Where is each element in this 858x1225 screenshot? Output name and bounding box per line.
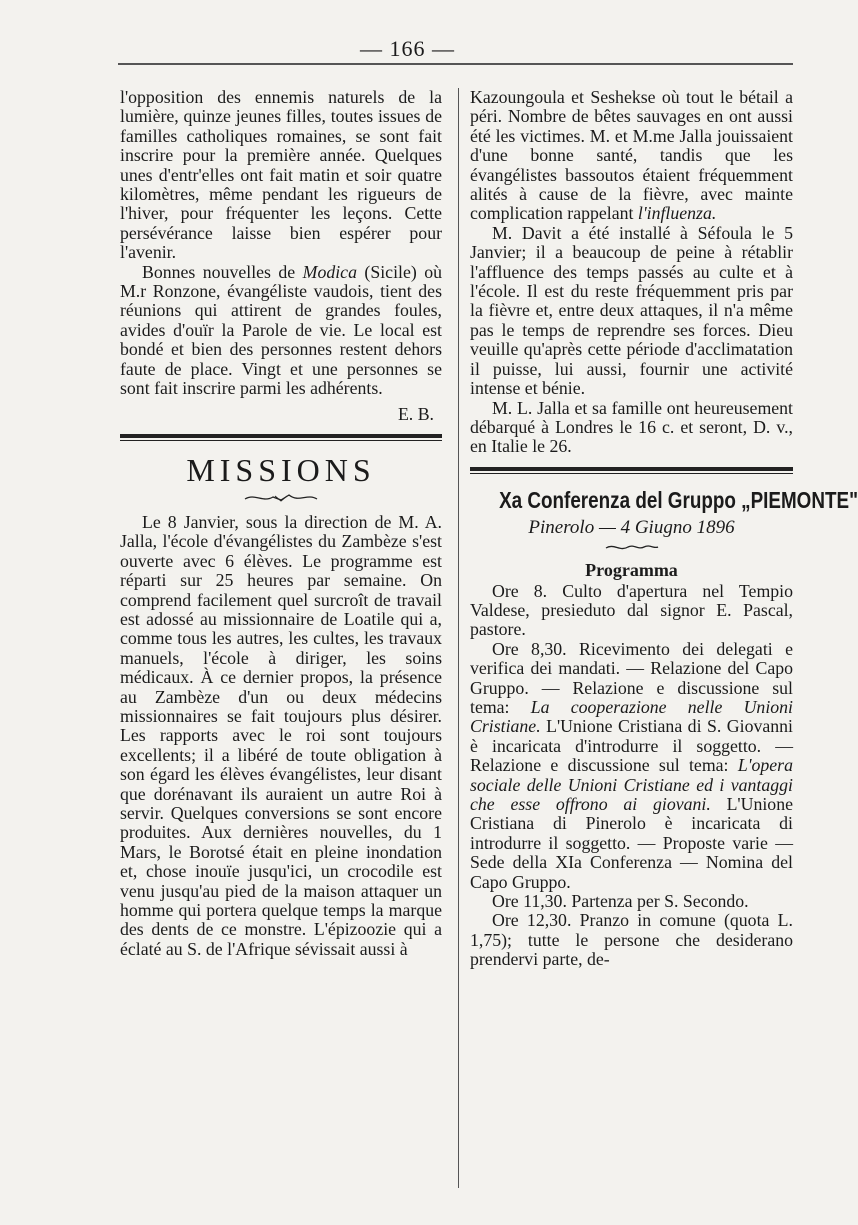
paragraph-modica — [120, 263, 442, 399]
signature: E. B. — [397, 403, 434, 424]
programma-heading: Programma — [585, 560, 678, 581]
kazoungoula-text: Kazoungoula et Seshekse où tout le bétail a péri. Nombre de bêtes sauvages en ont aussi été les victimes. M. et M.me Jalla jouissaient d'une bonne santé, tandis que les évangélistes bassoutos étaient fréquemment alités à cause de la fièvre, avec mainte complication rappelant — [470, 87, 793, 224]
program-item-culto: Ore 8. Culto d'apertura nel Tempio Valdese, presieduto dal signor E. Pascal, pastore. — [470, 580, 793, 640]
modica-place: Modica — [302, 261, 357, 282]
missions-heading: MISSIONS — [186, 451, 376, 488]
program-item-ricevimento — [470, 640, 793, 892]
conference-title: Xa Conferenza del Gruppo „PIEMONTE" — [499, 486, 858, 513]
left-column — [120, 88, 442, 959]
ornament-swirl-icon — [602, 541, 662, 553]
section-rule-thin — [120, 440, 442, 441]
paragraph-school-girls: l'opposition des ennemis naturels de la lumière, quinze jeunes filles, toutes issues de familles catholiques romaines, se sont fait inscrire pour la première année. Quelques unes d'entr'elles ont fait matin et soir quatre kilomètres, même pendant les rigueurs de l'hiver, pour fréquenter les leçons. Cette persévérance laisse bien espérer pour l'avenir. — [120, 87, 442, 263]
conference-subtitle: Pinerolo — 4 Giugno 1896 — [528, 516, 735, 538]
ornament-flourish-icon — [241, 491, 321, 505]
header-rule — [118, 63, 793, 65]
influenza-word: l'influenza. — [637, 203, 717, 224]
paragraph-jalla-family: M. L. Jalla et sa famille ont heureusement débarqué à Londres le 16 c. et seront, D. v., en Italie le 26. — [470, 397, 793, 457]
ricevimento-middle: L'Unione Cristiana di S. Giovanni è incaricata d'introdurre il soggetto. — Relazione e discussione sul tema: — [470, 716, 793, 776]
right-column — [470, 87, 858, 970]
paragraph-missions: Le 8 Janvier, sous la direction de M. A. Jalla, l'école d'évangélistes du Zambèze s'est ouverte avec 6 élèves. Le programme est réparti sur 25 heures par semaine. On comprend facilement quel surcroît de travail est adossé au missionnaire de Loatile qui a, comme tous les autres, les cultes, les travaux manuels, l'école à diriger, les soins médicaux. À ce dernier propos, la présence au Zambèze d'un ou deux médecins missionnaires se fait toujours plus désirer. Les rapports avec le roi sont toujours excellents; il a libéré de toute obligation à son égard les élèves évangélistes, leur disant que dorénavant ils auraient un autre Roi à servir. Quelques conversions se sont encore produites. Aux dernières nouvelles, du 1 Mars, le Borotsé était en pleine inondation et, chose inouïe jusqu'ici, un crocodile est venu jusqu'au pied de la maison attaquer un homme qui portera quelque temps la marque des dents de ce monstre. L'épizoozie qui a éclaté au S. de l'Afrique sévissait aussi à — [120, 511, 442, 959]
theme-cooperazione: La cooperazione nelle Unioni Cristiane. — [470, 696, 793, 737]
theme-opera-sociale: L'opera sociale delle Unioni Cristiane ed i vantaggi che esse offrono ai giovani. — [470, 755, 793, 814]
conference-rule-thick — [470, 467, 793, 471]
ricevimento-intro: Ore 8,30. Ricevimento dei delegati e verifica dei mandati. — Relazione del Capo Gruppo. — Relazione e discussione sul tema: — [470, 638, 793, 717]
section-rule-thick — [120, 434, 442, 438]
program-item-pranzo: Ore 12,30. Pranzo in comune (quota L. 1,75); tutte le persone che desiderano prendervi parte, de- — [470, 910, 793, 970]
modica-intro: Bonnes nouvelles de — [142, 261, 303, 282]
modica-text: (Sicile) où M.r Ronzone, évangéliste vaudois, tient des réunions qui attirent de grandes foules, avides d'ouïr la Parole de vie. Le local est bondé et bien des personnes restent dehors faute de place. Vingt et une personnes se sont fait inscrire parmi les adhérents. — [120, 261, 442, 399]
ricevimento-end: L'Unione Cristiana di Pinerolo è incaricata di introdurre il soggetto. — Proposte varie — Sede della XIa Conferenza — Nomina del Capo Gruppo. — [470, 794, 793, 892]
conference-rule-thin — [470, 473, 793, 474]
program-item-partenza: Ore 11,30. Partenza per S. Secondo. — [492, 891, 749, 912]
page-number: — 166 — — [360, 36, 455, 61]
paragraph-davit: M. Davit a été installé à Séfoula le 5 Janvier; il a beaucoup de peine à rétablir l'affluence des temps passés au culte et à l'école. Il est du reste fréquemment pris par la fièvre et, entre deux attaques, il n'a même pas le temps de reprendre ses forces. Dieu veuille qu'après cette période d'acclimatation il puisse, lui aussi, fournir une activité intense et bénie. — [470, 222, 793, 399]
column-divider — [458, 88, 459, 1188]
paragraph-kazoungoula — [470, 88, 793, 224]
